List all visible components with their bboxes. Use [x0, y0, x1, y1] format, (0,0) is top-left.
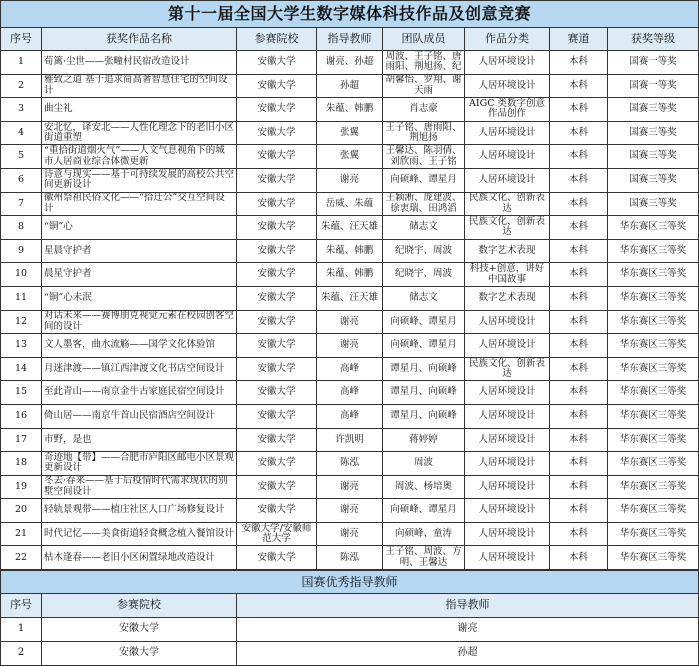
cell-school: 安徽大学	[237, 168, 317, 192]
table-row	[1, 475, 699, 499]
cell-school: 安徽大学	[237, 98, 317, 122]
cell-no: 18	[1, 452, 42, 476]
header-no: 序号	[1, 28, 42, 51]
cell-name: 荀篱·尘世——张疃村民宿改造设计	[42, 51, 237, 75]
cell-name: 市野，是也	[42, 428, 237, 452]
table-row	[1, 381, 699, 405]
teacher-cell-no: 2	[1, 642, 42, 666]
cell-track: 本科	[550, 286, 608, 310]
cell-no: 13	[1, 334, 42, 358]
cell-school: 安徽大学	[237, 546, 317, 570]
cell-members: 谭星月、向硕峰	[383, 357, 465, 381]
table-row	[1, 452, 699, 476]
cell-no: 16	[1, 404, 42, 428]
cell-school: 安徽大学	[237, 404, 317, 428]
cell-no: 10	[1, 263, 42, 287]
header-school: 参赛院校	[237, 28, 317, 51]
cell-track: 本科	[550, 216, 608, 240]
table-row	[1, 192, 699, 216]
header-award: 获奖等级	[608, 28, 699, 51]
cell-track: 本科	[550, 310, 608, 334]
table-row	[1, 286, 699, 310]
cell-school: 安徽大学	[237, 381, 317, 405]
cell-name: 雅致之道 基于追求简高奢智慧住宅的空间设计	[42, 74, 237, 98]
cell-name: 枯木逢春——老旧小区闲置绿地改造设计	[42, 546, 237, 570]
cell-track: 本科	[550, 98, 608, 122]
table-row	[1, 428, 699, 452]
cell-no: 22	[1, 546, 42, 570]
cell-category: 人居环境设计	[465, 145, 550, 169]
cell-teacher: 谢亮	[317, 168, 383, 192]
cell-teacher: 谢亮	[317, 475, 383, 499]
cell-award: 华东赛区三等奖	[608, 334, 699, 358]
cell-track: 本科	[550, 499, 608, 523]
cell-award: 华东赛区三等奖	[608, 452, 699, 476]
cell-school: 安徽大学	[237, 286, 317, 310]
cell-teacher: 张翼	[317, 121, 383, 145]
cell-school: 安徽大学/安徽师范大学	[237, 522, 317, 546]
cell-members: 向硕峰、谭星月	[383, 499, 465, 523]
cell-members: 周波、王子铭、唐雨阳、荆旭扬、纪	[383, 51, 465, 75]
header-teacher: 指导教师	[317, 28, 383, 51]
teacher-cell-teacher: 孙超	[237, 642, 699, 666]
cell-track: 本科	[550, 404, 608, 428]
cell-teacher: 高峰	[317, 357, 383, 381]
cell-track: 本科	[550, 263, 608, 287]
header-name: 获奖作品名称	[42, 28, 237, 51]
cell-no: 17	[1, 428, 42, 452]
cell-award: 华东赛区三等奖	[608, 381, 699, 405]
cell-teacher: 许凯明	[317, 428, 383, 452]
cell-award: 华东赛区三等奖	[608, 357, 699, 381]
cell-school: 安徽大学	[237, 475, 317, 499]
table-row	[1, 357, 699, 381]
cell-members: 王子铭、唐雨阳、荆旭扬	[383, 121, 465, 145]
cell-members: 肖志豪	[383, 98, 465, 122]
cell-award: 华东赛区三等奖	[608, 546, 699, 570]
cell-no: 4	[1, 121, 42, 145]
cell-category: 人居环境设计	[465, 381, 550, 405]
cell-no: 5	[1, 145, 42, 169]
cell-category: 人居环境设计	[465, 310, 550, 334]
cell-no: 7	[1, 192, 42, 216]
section-header-row	[1, 594, 699, 618]
cell-teacher: 陈泓	[317, 546, 383, 570]
cell-name: 星晨守护者	[42, 239, 237, 263]
table-row	[1, 216, 699, 240]
cell-track: 本科	[550, 51, 608, 75]
cell-teacher: 朱蕴、汪天雄	[317, 216, 383, 240]
cell-award: 华东赛区三等奖	[608, 475, 699, 499]
cell-track: 本科	[550, 357, 608, 381]
cell-members: 向硕峰、谭星月	[383, 310, 465, 334]
cell-award: 国赛一等奖	[608, 51, 699, 75]
cell-members: 储志文	[383, 286, 465, 310]
cell-school: 安徽大学	[237, 428, 317, 452]
cell-category: 人居环境设计	[465, 404, 550, 428]
table-row	[1, 310, 699, 334]
cell-school: 安徽大学	[237, 357, 317, 381]
cell-school: 安徽大学	[237, 310, 317, 334]
cell-name: “重拾街道烟火气”——人文气息视角下的城市人居商业综合体微更新	[42, 145, 237, 169]
cell-award: 华东赛区三等奖	[608, 404, 699, 428]
table-row	[1, 145, 699, 169]
table-row	[1, 98, 699, 122]
cell-teacher: 朱蕴、韩鹏	[317, 239, 383, 263]
header-row	[1, 28, 699, 51]
cell-no: 20	[1, 499, 42, 523]
cell-school: 安徽大学	[237, 51, 317, 75]
cell-school: 安徽大学	[237, 239, 317, 263]
cell-category: 科技+创意，讲好中国故事	[465, 263, 550, 287]
cell-school: 安徽大学	[237, 499, 317, 523]
cell-members: 向硕峰、谭星月	[383, 168, 465, 192]
cell-track: 本科	[550, 381, 608, 405]
cell-no: 9	[1, 239, 42, 263]
header-track: 赛道	[550, 28, 608, 51]
cell-school: 安徽大学	[237, 192, 317, 216]
cell-no: 11	[1, 286, 42, 310]
cell-name: 奇迹地【带】——合肥市庐阳区邮电小区景观更新设计	[42, 452, 237, 476]
cell-track: 本科	[550, 334, 608, 358]
cell-no: 12	[1, 310, 42, 334]
teacher-row	[1, 642, 699, 666]
cell-category: 人居环境设计	[465, 168, 550, 192]
cell-name: 月迷津渡——镇江西津渡文化书店空间设计	[42, 357, 237, 381]
cell-category: 数字艺术表现	[465, 239, 550, 263]
page-title: 第十一届全国大学生数字媒体科技作品及创意竞赛	[1, 1, 699, 28]
cell-no: 15	[1, 381, 42, 405]
cell-award: 国赛三等奖	[608, 121, 699, 145]
table-row	[1, 522, 699, 546]
teacher-cell-no: 1	[1, 618, 42, 642]
table-row	[1, 74, 699, 98]
section-header-no: 序号	[1, 594, 42, 618]
cell-teacher: 岳威、朱蕴	[317, 192, 383, 216]
cell-award: 华东赛区三等奖	[608, 428, 699, 452]
table-row	[1, 263, 699, 287]
cell-members: 谭星月、向硕峰	[383, 404, 465, 428]
cell-name: 安北忆，译安北——人性化理念下的老旧小区街道重塑	[42, 121, 237, 145]
cell-school: 安徽大学	[237, 263, 317, 287]
cell-award: 国赛三等奖	[608, 98, 699, 122]
cell-award: 国赛三等奖	[608, 145, 699, 169]
cell-track: 本科	[550, 475, 608, 499]
table-row	[1, 121, 699, 145]
table-row	[1, 404, 699, 428]
cell-members: 周波	[383, 452, 465, 476]
cell-members: 储志文	[383, 216, 465, 240]
cell-school: 安徽大学	[237, 145, 317, 169]
cell-members: 向硕峰、童涛	[383, 522, 465, 546]
cell-teacher: 张翼	[317, 145, 383, 169]
cell-members: 纪晓宇、周波	[383, 239, 465, 263]
cell-category: 人居环境设计	[465, 121, 550, 145]
cell-name: 文人墨客，曲水流觞——国学文化体验馆	[42, 334, 237, 358]
cell-no: 21	[1, 522, 42, 546]
cell-teacher: 谢亮	[317, 334, 383, 358]
cell-category: 数字艺术表现	[465, 286, 550, 310]
cell-category: 人居环境设计	[465, 522, 550, 546]
table-row	[1, 546, 699, 570]
cell-school: 安徽大学	[237, 121, 317, 145]
teacher-cell-school: 安徽大学	[42, 618, 237, 642]
cell-track: 本科	[550, 452, 608, 476]
cell-name: 对话未来——赛博朋克视觉元素在校园创客空间的设计	[42, 310, 237, 334]
cell-category: 人居环境设计	[465, 74, 550, 98]
cell-category: 人居环境设计	[465, 499, 550, 523]
cell-award: 华东赛区三等奖	[608, 310, 699, 334]
teacher-table	[0, 570, 699, 666]
teacher-cell-school: 安徽大学	[42, 642, 237, 666]
table-row	[1, 168, 699, 192]
cell-members: 王子铭、周波、方明、王馨达	[383, 546, 465, 570]
cell-award: 华东赛区三等奖	[608, 522, 699, 546]
table-row	[1, 51, 699, 75]
cell-members: 胡馨怡、罗翔、谢天雨	[383, 74, 465, 98]
cell-track: 本科	[550, 145, 608, 169]
cell-award: 国赛三等奖	[608, 168, 699, 192]
cell-category: 人居环境设计	[465, 475, 550, 499]
cell-category: 民族文化、创新表达	[465, 192, 550, 216]
cell-track: 本科	[550, 121, 608, 145]
cell-award: 华东赛区三等奖	[608, 239, 699, 263]
cell-category: 人居环境设计	[465, 51, 550, 75]
cell-award: 华东赛区三等奖	[608, 263, 699, 287]
table-row	[1, 239, 699, 263]
cell-teacher: 谢亮、孙超	[317, 51, 383, 75]
cell-members: 蒋婷婷	[383, 428, 465, 452]
cell-name: 徽州祭祖民俗文化——“拾迁公”交互空间设计	[42, 192, 237, 216]
cell-track: 本科	[550, 428, 608, 452]
section-title: 国赛优秀指导教师	[1, 571, 699, 594]
cell-name: 至此青山——南京金牛古家庭民宿空间设计	[42, 381, 237, 405]
section-header-teacher: 指导教师	[237, 594, 699, 618]
cell-name: 诗意与现实——基于可持续发展的高校公共空间更新设计	[42, 168, 237, 192]
cell-name: “铜”心	[42, 216, 237, 240]
cell-category: 民族文化、创新表达	[465, 216, 550, 240]
cell-no: 1	[1, 51, 42, 75]
cell-no: 6	[1, 168, 42, 192]
cell-award: 华东赛区三等奖	[608, 286, 699, 310]
cell-teacher: 朱蕴、韩鹏	[317, 263, 383, 287]
section-header-school: 参赛院校	[42, 594, 237, 618]
cell-members: 周波、杨培奥	[383, 475, 465, 499]
cell-school: 安徽大学	[237, 452, 317, 476]
cell-award: 华东赛区三等奖	[608, 216, 699, 240]
header-category: 作品分类	[465, 28, 550, 51]
cell-teacher: 谢亮	[317, 522, 383, 546]
cell-teacher: 孙超	[317, 74, 383, 98]
title-row	[1, 1, 699, 28]
cell-members: 向硕峰、谭星月	[383, 334, 465, 358]
header-members: 团队成员	[383, 28, 465, 51]
cell-members: 王颖淅、庞建波、徐衷瑞、田鸿滔	[383, 192, 465, 216]
cell-name: 倚山居——南京牛首山民宿酒店空间设计	[42, 404, 237, 428]
teacher-row	[1, 618, 699, 642]
cell-school: 安徽大学	[237, 74, 317, 98]
cell-teacher: 朱蕴、韩鹏	[317, 98, 383, 122]
cell-track: 本科	[550, 168, 608, 192]
cell-track: 本科	[550, 74, 608, 98]
section-title-row	[1, 571, 699, 594]
cell-category: 人居环境设计	[465, 428, 550, 452]
cell-teacher: 朱蕴、汪天雄	[317, 286, 383, 310]
cell-members: 纪晓宇、周波	[383, 263, 465, 287]
cell-school: 安徽大学	[237, 334, 317, 358]
cell-teacher: 高峰	[317, 404, 383, 428]
cell-no: 3	[1, 98, 42, 122]
cell-teacher: 谢亮	[317, 499, 383, 523]
cell-teacher: 谢亮	[317, 310, 383, 334]
cell-no: 8	[1, 216, 42, 240]
cell-members: 谭星月、向硕峰	[383, 381, 465, 405]
cell-name: 时代记忆——美食街道轻食概念植入餐馆设计	[42, 522, 237, 546]
table-row	[1, 499, 699, 523]
cell-members: 王馨达、陈羽倩、刘欣雨、王子铭	[383, 145, 465, 169]
cell-school: 安徽大学	[237, 216, 317, 240]
cell-category: 人居环境设计	[465, 334, 550, 358]
cell-track: 本科	[550, 239, 608, 263]
cell-name: “铜”心未泯	[42, 286, 237, 310]
cell-track: 本科	[550, 192, 608, 216]
cell-name: 晨星守护者	[42, 263, 237, 287]
cell-award: 华东赛区三等奖	[608, 499, 699, 523]
cell-category: 人居环境设计	[465, 546, 550, 570]
cell-category: 人居环境设计	[465, 452, 550, 476]
cell-no: 2	[1, 74, 42, 98]
cell-no: 19	[1, 475, 42, 499]
cell-track: 本科	[550, 522, 608, 546]
cell-name: 曲尘礼	[42, 98, 237, 122]
cell-name: 轻轨景观带——植庄社区人口广场修复设计	[42, 499, 237, 523]
cell-award: 国赛一等奖	[608, 74, 699, 98]
cell-teacher: 陈泓	[317, 452, 383, 476]
teacher-cell-teacher: 谢亮	[237, 618, 699, 642]
cell-teacher: 高峰	[317, 381, 383, 405]
cell-category: 民族文化、创新表达	[465, 357, 550, 381]
cell-name: 冬去·春来——基于后疫情时代需求现状的别墅空间设计	[42, 475, 237, 499]
cell-award: 国赛三等奖	[608, 192, 699, 216]
table-row	[1, 334, 699, 358]
cell-category: AIGC 类数字创意作品创作	[465, 98, 550, 122]
cell-track: 本科	[550, 546, 608, 570]
cell-no: 14	[1, 357, 42, 381]
